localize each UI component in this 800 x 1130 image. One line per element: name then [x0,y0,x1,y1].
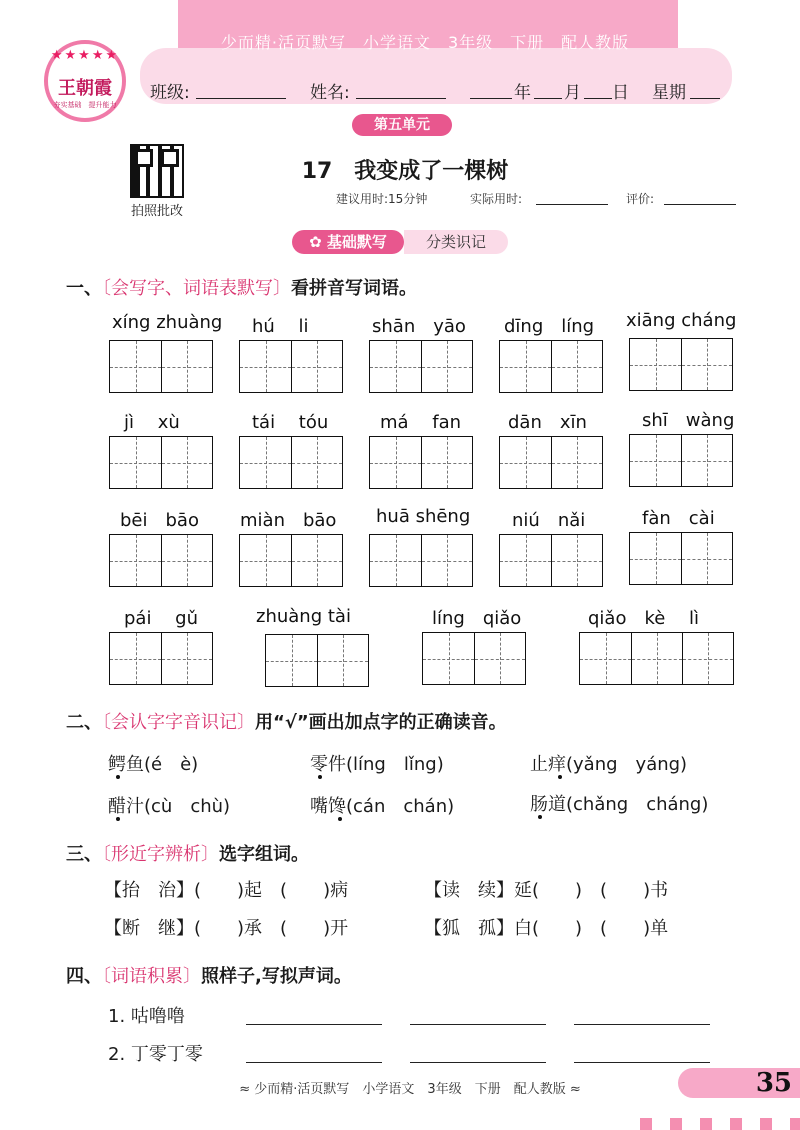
answer-line[interactable] [246,1024,382,1025]
year-field[interactable] [470,98,512,99]
writing-grid[interactable] [369,534,473,587]
section-4-heading [66,962,352,988]
pinyin: tái tóu [252,412,329,433]
pinyin: pái gǔ [124,608,199,629]
writing-grid[interactable] [369,436,473,489]
pinyin: jì xù [124,412,180,433]
series-title: 少而精·活页默写 小学语文 3年级 下册 配人教版 [220,33,630,52]
writing-grid[interactable] [109,534,213,587]
word-choice-item[interactable]: 【读 续】延( ) ( )书 [424,880,669,901]
pinyin: dīng líng [504,316,595,337]
section-3-tag: 〔形近字辨析〕 [102,844,219,865]
logo-slogan: 夯实基础 提升能力 [53,101,117,109]
writing-grid[interactable] [239,534,343,587]
writing-grid[interactable] [109,632,213,685]
writing-grid[interactable] [109,436,213,489]
writing-grid[interactable] [499,436,603,489]
class-label: 班级: [150,83,190,103]
emphasis-dot [116,775,120,779]
writing-grid[interactable] [499,534,603,587]
weekday-label: 星期 [652,83,686,103]
lesson-title: 17 我变成了一棵树 [301,159,509,184]
pinyin: miàn bāo [240,510,337,531]
pinyin: shī wàng [642,410,735,431]
footer-text: ≈ 少而精·活页默写 小学语文 3年级 下册 配人教版 ≈ [239,1082,581,1097]
reading-item[interactable]: 肠道(chǎng cháng) [530,794,709,815]
section-4-tag: 〔词语积累〕 [102,966,201,987]
writing-grid[interactable] [499,340,603,393]
section-4-number: 四、 [66,966,102,987]
logo-name: 王朝霞 [58,78,112,99]
section-1-number: 一、 [66,278,102,299]
writing-grid[interactable] [422,632,526,685]
writing-grid[interactable] [239,340,343,393]
section-2-heading [66,708,507,734]
pinyin: xíng zhuàng [112,312,223,333]
pinyin: fàn cài [642,508,715,529]
section-2-tag: 〔会认字字音识记〕 [102,712,255,733]
emphasis-dot [318,775,322,779]
answer-line[interactable] [574,1062,710,1063]
section-3-text: 选字组词。 [219,844,309,865]
header-info-band [140,48,732,104]
section-2-text: 用“√”画出加点字的正确读音。 [255,712,507,733]
pinyin: dān xīn [508,412,587,433]
month-label: 月 [564,83,581,103]
evaluation-field[interactable] [664,204,736,205]
answer-line[interactable] [410,1062,546,1063]
pinyin: niú nǎi [512,510,586,531]
qr-code-icon[interactable] [130,144,184,198]
emphasis-dot [338,817,342,821]
emphasis-dot [558,775,562,779]
answer-line[interactable] [246,1062,382,1063]
section-4-text: 照样子,写拟声词。 [201,966,352,987]
writing-grid[interactable] [629,434,733,487]
emphasis-dot [538,815,542,819]
answer-line[interactable] [410,1024,546,1025]
writing-grid[interactable] [579,632,734,685]
example-item: 2. 丁零丁零 [108,1044,203,1065]
pinyin: shān yāo [372,316,466,337]
word-choice-item[interactable]: 【狐 孤】白( ) ( )单 [424,918,669,939]
writing-grid[interactable] [239,436,343,489]
unit-badge: 第五单元 [352,114,452,136]
word-choice-item[interactable]: 【抬 治】( )起 ( )病 [104,880,349,901]
section-2-number: 二、 [66,712,102,733]
section-3-number: 三、 [66,844,102,865]
pinyin: líng qiǎo [432,608,522,629]
pinyin: qiǎo kè lì [588,608,700,629]
section-tag-main: ✿ 基础默写 [292,230,404,254]
reading-item[interactable]: 止痒(yǎng yáng) [530,754,688,775]
reading-item[interactable]: 鳄鱼(é è) [108,754,199,775]
reading-item[interactable]: 嘴馋(cán chán) [310,796,455,817]
writing-grid[interactable] [265,634,369,687]
qr-caption: 拍照批改 [130,204,183,219]
pinyin: bēi bāo [120,510,199,531]
class-field[interactable] [196,98,286,99]
actual-time-label: 实际用时: [470,192,523,206]
day-label: 日 [612,83,629,103]
evaluation-label: 评价: [626,192,655,206]
section-1-heading [66,274,417,300]
name-label: 姓名: [310,83,350,103]
tag-main-label: 基础默写 [326,233,387,251]
actual-time-field[interactable] [536,204,608,205]
answer-line[interactable] [574,1024,710,1025]
writing-grid[interactable] [369,340,473,393]
example-item: 1. 咕噜噜 [108,1006,185,1027]
pinyin: má fan [380,412,462,433]
page-number: 35 [755,1068,792,1098]
section-3-heading [66,840,309,866]
name-field[interactable] [356,98,446,99]
weekday-field[interactable] [690,98,720,99]
month-field[interactable] [534,98,562,99]
day-field[interactable] [584,98,612,99]
writing-grid[interactable] [629,338,733,391]
suggested-time: 建议用时:15分钟 [336,192,428,206]
pinyin: huā shēng [376,506,471,527]
pinyin: hú li [252,316,309,337]
reading-item[interactable]: 醋汁(cù chù) [108,796,231,817]
word-choice-item[interactable]: 【断 继】( )承 ( )开 [104,918,349,939]
section-1-tag: 〔会写字、词语表默写〕 [102,278,291,299]
pinyin: xiāng cháng [626,310,737,331]
section-1-text: 看拼音写词语。 [291,278,417,299]
writing-grid[interactable] [109,340,213,393]
publisher-logo [44,40,126,122]
writing-grid[interactable] [629,532,733,585]
year-label: 年 [514,83,531,103]
crown-icon: ★★★★★ [50,48,120,63]
section-tag-sub: 分类识记 [404,230,508,254]
reading-item[interactable]: 零件(líng lǐng) [310,754,444,775]
emphasis-dot [116,817,120,821]
pinyin: zhuàng tài [256,606,351,627]
decorative-stripe [640,1118,800,1130]
